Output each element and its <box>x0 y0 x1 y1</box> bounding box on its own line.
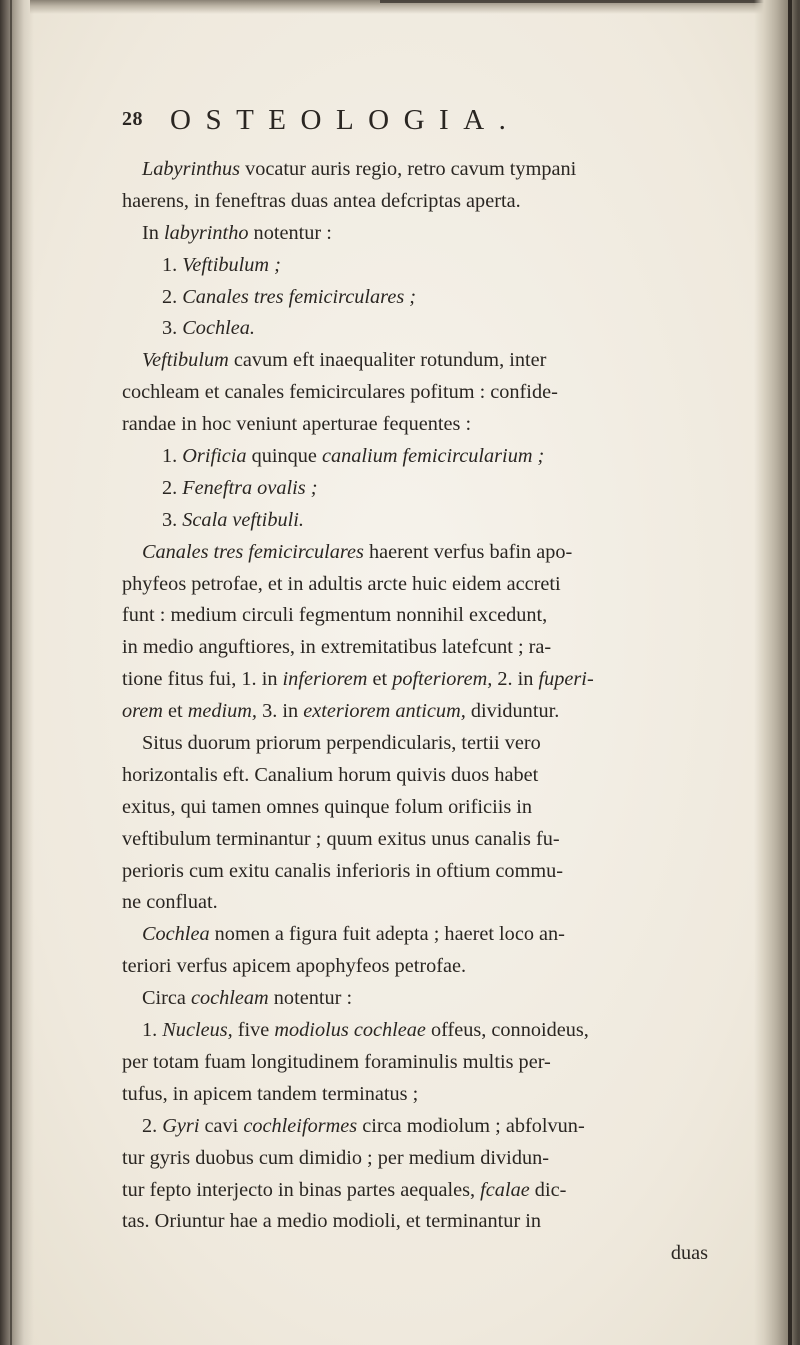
text-segment: haerens, in feneftras duas antea defcriptas aperta. <box>122 189 521 212</box>
text-segment: quinque <box>246 445 322 468</box>
text-segment: 3. <box>162 508 183 531</box>
italic-text-segment: Labyrinthus <box>142 158 241 180</box>
italic-text-segment: labyrintho <box>163 221 249 244</box>
text-line <box>122 856 762 888</box>
text-segment: circa modiolum ; abfolvun- <box>357 1114 585 1137</box>
text-line <box>122 569 762 601</box>
text-segment: 3. in <box>257 700 304 723</box>
text-segment: 1. <box>142 1019 163 1042</box>
text-line <box>122 186 762 218</box>
text-line <box>122 983 762 1015</box>
italic-text-segment: modiolus cochleae <box>274 1019 426 1042</box>
text-line <box>122 1079 762 1111</box>
italic-text-segment: pofteriorem, <box>392 668 493 691</box>
text-segment: cavi <box>199 1114 244 1137</box>
text-segment: per totam fuam longitudinem foraminulis multis per- <box>122 1050 551 1073</box>
text-line <box>122 313 762 345</box>
text-segment: tas. Oriuntur hae a medio modioli, et terminantur in <box>122 1210 542 1233</box>
text-line <box>122 441 762 473</box>
text-segment: haerent verfus bafin apo- <box>363 540 573 563</box>
binding-edge <box>10 0 12 1345</box>
text-segment: offeus, connoideus, <box>425 1019 589 1042</box>
running-head: OSTEOLOGIA. <box>170 104 521 136</box>
text-line <box>122 600 762 632</box>
text-line <box>122 664 762 696</box>
italic-text-segment: exteriorem anticum, <box>303 700 466 723</box>
text-segment: 2. in <box>492 668 539 691</box>
italic-text-segment: Gyri <box>162 1114 200 1137</box>
text-segment: veftibulum terminantur ; quum exitus unus canalis fu- <box>122 827 560 850</box>
text-line <box>122 1143 762 1175</box>
italic-text-segment: fcalae <box>480 1178 530 1201</box>
text-segment: tur gyris duobus cum dimidio ; per medium dividun- <box>122 1146 549 1169</box>
text-segment: dic- <box>529 1178 567 1201</box>
text-segment: tur fepto interjecto in binas partes aequales, <box>122 1178 481 1201</box>
text-line <box>122 154 762 186</box>
text-line <box>122 951 762 983</box>
text-segment: phyfeos petrofae, et in adultis arcte huic eidem accreti <box>122 572 561 595</box>
text-line <box>122 1175 762 1207</box>
text-line <box>122 696 762 728</box>
text-segment: ne confluat. <box>122 891 218 914</box>
text-segment: et <box>162 700 188 723</box>
italic-text-segment: Orificia <box>182 445 247 468</box>
italic-text-segment: Veftibulum ; <box>182 253 281 276</box>
text-segment: 2. <box>142 1114 163 1137</box>
italic-text-segment: cochleam <box>191 987 269 1010</box>
text-line <box>122 409 762 441</box>
italic-text-segment: medium, <box>187 700 257 723</box>
text-segment: exitus, qui tamen omnes quinque folum orificiis in <box>122 795 533 818</box>
text-segment: tufus, in apicem tandem terminatus ; <box>122 1082 419 1105</box>
text-line <box>122 824 762 856</box>
text-segment: tione fitus fui, 1. in <box>122 668 283 691</box>
italic-text-segment: Cochlea. <box>182 317 255 340</box>
text-segment: horizontalis eft. Canalium horum quivis duos habet <box>122 763 539 786</box>
text-line <box>122 728 762 760</box>
text-line <box>122 282 762 314</box>
text-segment: 2. <box>162 285 183 308</box>
text-line <box>122 760 762 792</box>
text-line <box>122 1015 762 1047</box>
text-line <box>122 1206 762 1238</box>
italic-text-segment: Veftibulum <box>142 349 229 372</box>
text-segment: in medio anguftiores, in extremitatibus latefcunt ; ra- <box>122 636 552 659</box>
text-segment: notentur : <box>248 221 332 244</box>
text-line <box>122 887 762 919</box>
italic-text-segment: inferiorem <box>282 668 368 691</box>
italic-text-segment: Scala veftibuli. <box>182 508 304 531</box>
italic-text-segment: orem <box>122 700 163 723</box>
text-line <box>122 537 762 569</box>
page-number: 28 <box>122 108 143 130</box>
text-segment: nomen a figura fuit adepta ; haeret loco an- <box>209 923 565 946</box>
text-segment: notentur : <box>268 987 353 1010</box>
italic-text-segment: cochleiformes <box>243 1114 358 1137</box>
italic-text-segment: Canales tres femicirculares <box>142 540 364 563</box>
text-segment: randae in hoc veniunt aperturae fequentes : <box>122 413 472 436</box>
text-line <box>122 632 762 664</box>
text-segment: Situs duorum priorum perpendicularis, tertii vero <box>142 732 541 755</box>
text-line <box>122 377 762 409</box>
text-segment: vocatur auris regio, retro cavum tympani <box>240 158 577 180</box>
top-edge-line <box>380 0 780 3</box>
text-line <box>122 1111 762 1143</box>
text-segment: 1. <box>162 445 183 468</box>
text-segment: et <box>367 668 393 691</box>
italic-text-segment: Feneftra ovalis ; <box>182 476 318 499</box>
binding-shadow <box>0 0 34 1345</box>
text-line <box>122 250 762 282</box>
text-line <box>122 473 762 505</box>
italic-text-segment: canalium femicircularium ; <box>322 445 545 468</box>
text-segment: 3. <box>162 317 183 340</box>
text-line <box>122 1047 762 1079</box>
text-line <box>122 792 762 824</box>
text-segment: 1. <box>162 253 183 276</box>
text-segment: In <box>142 221 164 244</box>
text-line <box>122 505 762 537</box>
italic-text-segment: Canales tres femicirculares ; <box>182 285 417 308</box>
italic-text-segment: Cochlea <box>142 923 210 946</box>
text-line <box>122 919 762 951</box>
text-segment: Circa <box>142 987 191 1010</box>
text-segment: funt : medium circuli fegmentum nonnihil excedunt, <box>122 604 548 627</box>
body-text <box>122 154 762 1270</box>
text-segment: dividuntur. <box>465 700 560 723</box>
page-header <box>122 104 682 144</box>
page-edge-right-line <box>788 0 792 1345</box>
text-segment: teriori verfus apicem apophyfeos petrofae. <box>122 955 467 978</box>
text-segment: perioris cum exitu canalis inferioris in oftium commu- <box>122 859 564 882</box>
text-segment: five <box>232 1019 275 1042</box>
text-line <box>122 345 762 377</box>
italic-text-segment: Nucleus, <box>162 1019 233 1042</box>
italic-text-segment: fuperi- <box>538 668 594 691</box>
text-segment: 2. <box>162 476 183 499</box>
text-line <box>122 1238 762 1270</box>
text-segment: cavum eft inaequaliter rotundum, inter <box>228 349 547 372</box>
text-line <box>122 218 762 250</box>
text-segment: duas <box>670 1242 708 1265</box>
text-segment: cochleam et canales femicirculares pofitum : confide- <box>122 381 558 404</box>
